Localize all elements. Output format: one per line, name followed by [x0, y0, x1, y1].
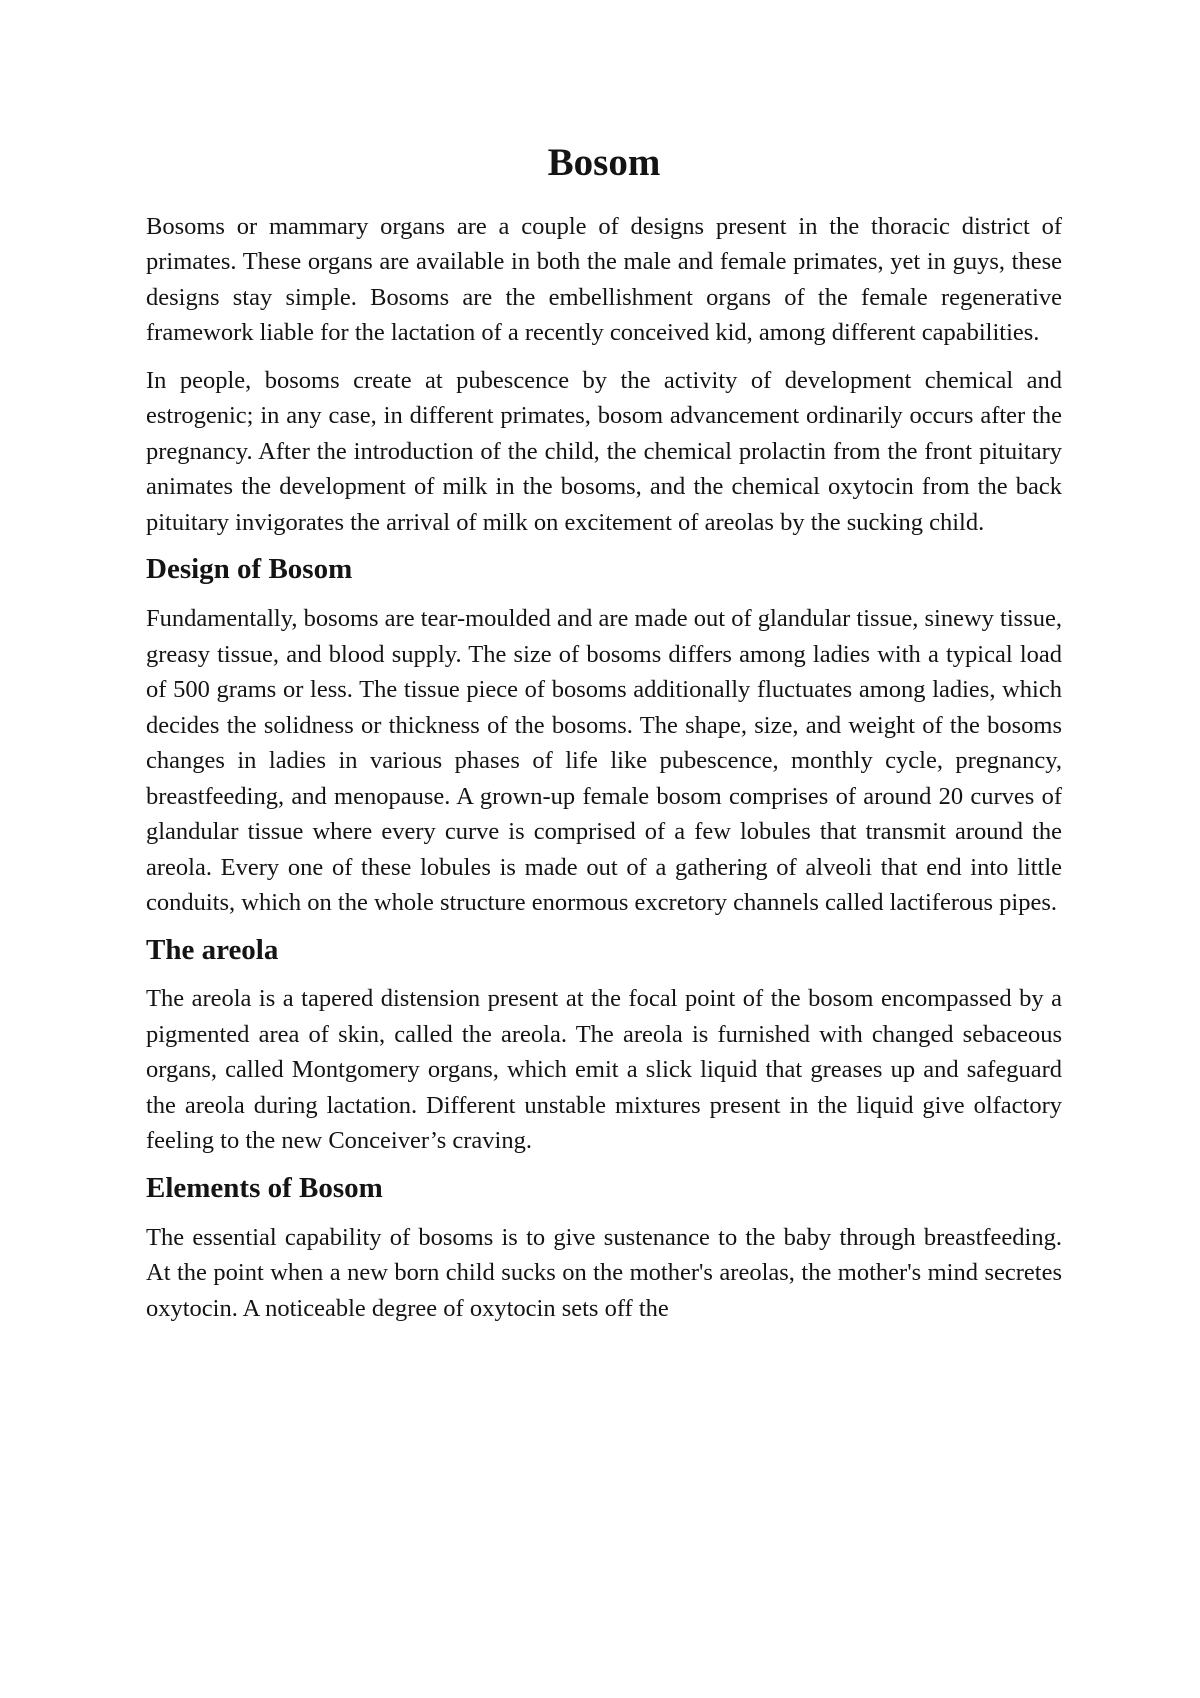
areola-paragraph: The areola is a tapered distension present at the focal point of the bosom encompassed by a pigmented area of skin, called the areola. The areola is furnished with changed sebaceous organs, called Montgomery organs, which emit a slick liquid that greases up and safeguard the areola during lactation. Different unstable mixtures present in the liquid give olfactory feeling to the new Conceiver’s craving.	[146, 985, 1062, 1155]
intro-paragraph-2: In people, bosoms create at pubescence by the activity of development chemical and estrogenic; in any case, in different primates, bosom advancement ordinarily occurs after the pregnancy. After the introduction of the child, the chemical prolactin from the front pituitary animates the development of milk in the bosoms, and the chemical oxytocin from the back pituitary invigorates the arrival of milk on excitement of areolas by the sucking child.	[146, 366, 1062, 536]
elements-paragraph: The essential capability of bosoms is to give sustenance to the baby through breastfeeding. At the point when a new born child sucks on the mother's areolas, the mother's mind secretes oxytocin. A noticeable degree of oxytocin sets off the	[146, 1223, 1062, 1322]
section-heading-areola: The areola	[146, 933, 279, 966]
design-paragraph: Fundamentally, bosoms are tear-moulded and are made out of glandular tissue, sinewy tissue, greasy tissue, and blood supply. The size of bosoms differs among ladies with a typical load of 500 grams or less. The tissue piece of bosoms additionally fluctuates among ladies, which decides the solidness or thickness of the bosoms. The shape, size, and weight of the bosoms changes in ladies in various phases of life like pubescence, monthly cycle, pregnancy, breastfeeding, and menopause. A grown-up female bosom comprises of around 20 curves of glandular tissue where every curve is comprised of a few lobules that transmit around the areola. Every one of these lobules is made out of a gathering of alveoli that end into little conduits, which on the whole structure enormous excretory channels called lactiferous pipes.	[146, 605, 1062, 917]
document-title: Bosom	[547, 141, 661, 184]
intro-paragraph-1: Bosoms or mammary organs are a couple of designs present in the thoracic district of primates. These organs are available in both the male and female primates, yet in guys, these designs stay simple. Bosoms are the embellishment organs of the female regenerative framework liable for the lactation of a recently conceived kid, among different capabilities.	[146, 212, 1062, 347]
section-heading-design: Design of Bosom	[146, 553, 353, 586]
section-heading-elements: Elements of Bosom	[146, 1171, 383, 1204]
document-page	[146, 140, 1062, 1338]
